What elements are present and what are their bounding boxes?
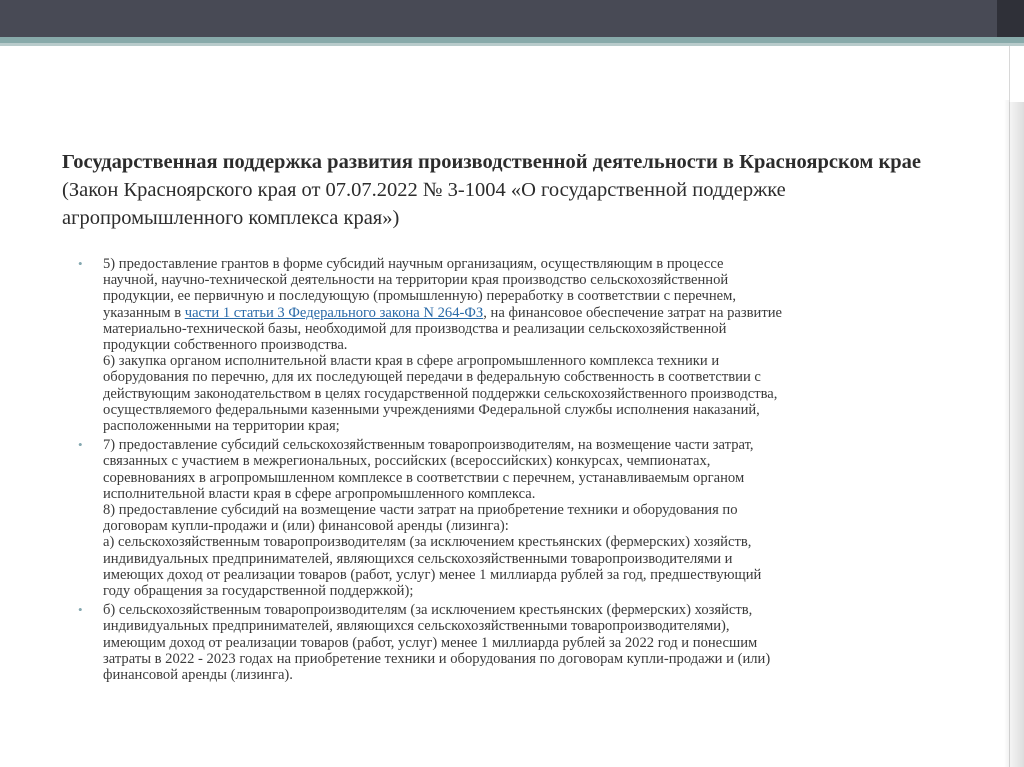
bullet-line: индивидуальных предпринимателей, являющихся сельскохозяйственными товаропроизводителями и — [103, 550, 733, 567]
bullet-line: договорам купли-продажи и (или) финансовой аренды (лизинга): — [103, 518, 509, 535]
bullet-line: материально-технической базы, необходимой для производства и реализации сельскохозяйственной — [103, 320, 727, 337]
bullet-line: действующим законодательством в целях государственной поддержки сельскохозяйственного производства, — [103, 385, 778, 402]
slide-title-bold: Государственная поддержка развития производственной деятельности в Красноярском крае — [62, 151, 922, 173]
bullet-line-with-link — [103, 305, 978, 321]
bullet-dot-icon: • — [78, 256, 83, 271]
bullet-line: 8) предоставление субсидий на возмещение части затрат на приобретение техники и оборудования по — [103, 502, 738, 519]
bullet-line: осуществляемого федеральными казенными учреждениями Федеральной службы исполнения наказаний, — [103, 401, 760, 418]
bullet-line: 6) закупка органом исполнительной власти края в сфере агропромышленного комплекса техники и — [103, 353, 720, 370]
link-prefix: указанным в — [103, 304, 185, 321]
bullet-line: 7) предоставление субсидий сельскохозяйственным товаропроизводителям, на возмещение части затрат, — [103, 437, 754, 454]
bullet-line: финансовой аренды (лизинга). — [103, 667, 293, 684]
right-side-frame-top — [1009, 46, 1024, 102]
bullet-item — [78, 256, 978, 434]
bullet-line: имеющих доход от реализации товаров (работ, услуг) менее 1 миллиарда рублей за год, предшествующий — [103, 566, 762, 583]
bullet-line: продукции, ее первичную и последующую (промышленную) переработку в соответствии с перечнем, — [103, 288, 736, 305]
bullet-line: соревнованиях в агропромышленном комплексе в соответствии с перечнем, устанавливаемым органом — [103, 469, 745, 486]
bullet-line: научной, научно-технической деятельности на территории края производство сельскохозяйственной — [103, 272, 729, 289]
header-bar-corner — [997, 0, 1024, 37]
bullet-line: имеющим доход от реализации товаров (работ, услуг) менее 1 миллиарда рублей за 2022 год и понесшим — [103, 634, 758, 651]
header-accent-stripe-light — [0, 43, 1024, 46]
bullet-line: б) сельскохозяйственным товаропроизводителям (за исключением крестьянских (фермерских) хозяйств, — [103, 602, 753, 619]
bullet-item — [78, 602, 978, 683]
bullet-line: продукции собственного производства. — [103, 337, 348, 354]
slide-title — [62, 148, 942, 232]
law-reference-link[interactable]: части 1 статьи 3 Федерального закона N 264-ФЗ — [184, 304, 484, 321]
slide-title-normal: (Закон Красноярского края от 07.07.2022 № 3-1004 «О государственной поддержке агропромышленного комплекса края») — [62, 179, 786, 229]
bullet-item — [78, 437, 978, 599]
slide-content — [78, 256, 978, 686]
bullet-line: оборудования по перечню, для их последующей передачи в федеральную собственность в соответствии с — [103, 369, 761, 386]
bullet-line: расположенными на территории края; — [103, 418, 340, 435]
link-suffix: , на финансовое обеспечение затрат на развитие — [483, 304, 782, 321]
bullet-dot-icon: • — [78, 437, 83, 453]
right-side-shadow — [1004, 100, 1009, 767]
bullet-line: индивидуальных предпринимателей, являющихся сельскохозяйственными товаропроизводителями), — [103, 618, 730, 635]
bullet-line: исполнительной власти края в сфере агропромышленного комплекса. — [103, 485, 536, 502]
bullet-line: а) сельскохозяйственным товаропроизводителям (за исключением крестьянских (фермерских) хозяйств, — [103, 534, 752, 551]
header-bar — [0, 0, 1024, 37]
bullet-line: году обращения за государственной поддержкой); — [103, 583, 414, 600]
bullet-line: 5) предоставление грантов в форме субсидий научным организациям, осуществляющим в процессе — [103, 256, 724, 272]
bullet-line: затраты в 2022 - 2023 годах на приобретение техники и оборудования по договорам купли-продажи и (или) — [103, 650, 771, 667]
bullet-dot-icon: • — [78, 602, 83, 618]
right-side-frame — [1009, 46, 1024, 767]
bullet-line: связанных с участием в межрегиональных, российских (всероссийских) конкурсах, чемпионатах, — [103, 453, 711, 470]
